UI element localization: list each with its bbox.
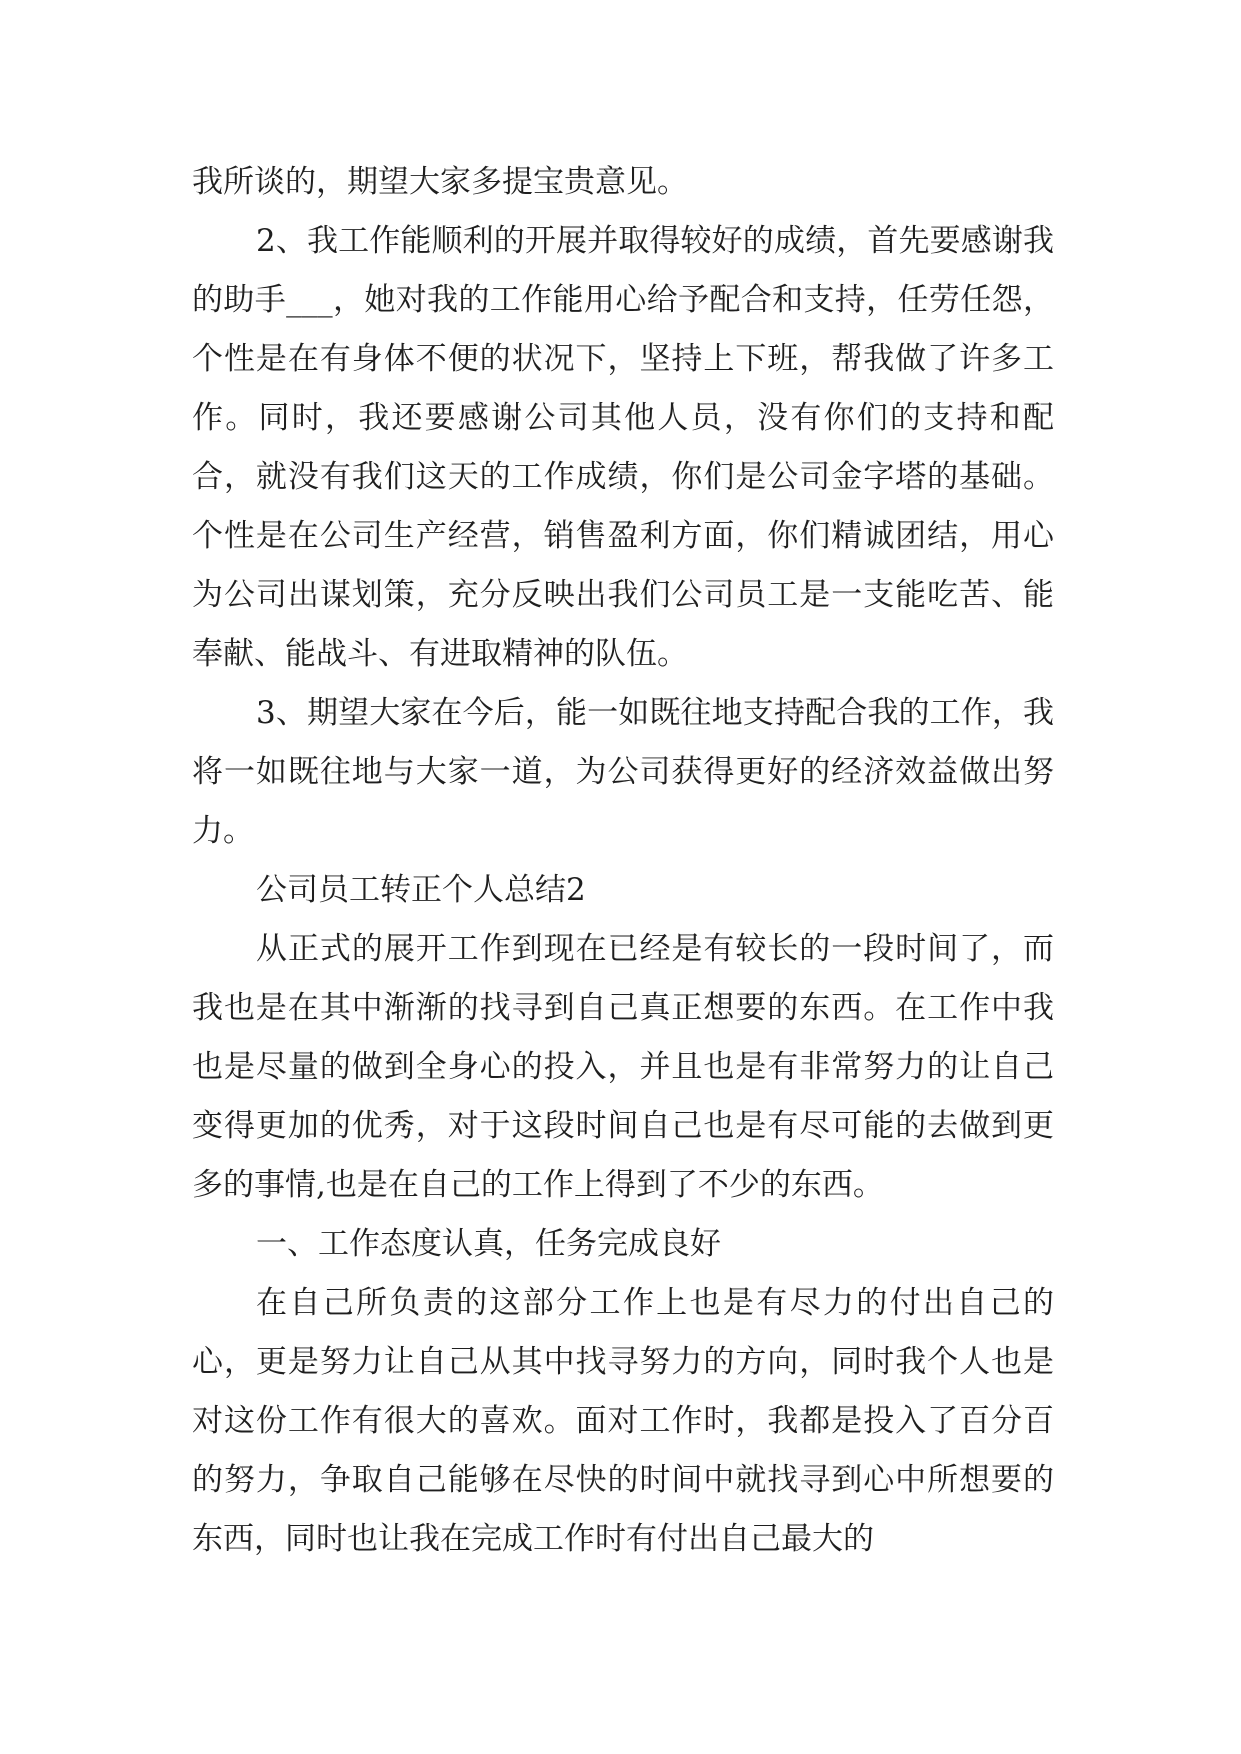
section-heading: 公司员工转正个人总结2 (256, 872, 586, 908)
paragraph-expectation: 3、期望大家在今后，能一如既往地支持配合我的工作，我将一如既往地与大家一道，为公司获得更好的经济效益做出努力。 (192, 695, 1054, 849)
subsection-heading: 一、工作态度认真，任务完成良好 (256, 1226, 721, 1262)
paragraph-thanks: 2、我工作能顺利的开展并取得较好的成绩，首先要感谢我的助手___，她对我的工作能用心给予配合和支持，任劳任怨，个性是在有身体不便的状况下，坚持上下班，帮我做了许多工作。同时，我还要感谢公司其他人员，没有你们的支持和配合，就没有我们这天的工作成绩，你们是公司金字塔的基础。个性是在公司生产经营，销售盈利方面，你们精诚团结，用心为公司出谋划策，充分反映出我们公司员工是一支能吃苦、能奉献、能战斗、有进取精神的队伍。 (192, 223, 1054, 672)
paragraph-intro: 从正式的展开工作到现在已经是有较长的一段时间了，而我也是在其中渐渐的找寻到自己真正想要的东西。在工作中我也是尽量的做到全身心的投入，并且也是有非常努力的让自己变得更加的优秀，对于这段时间自己也是有尽可能的去做到更多的事情,也是在自己的工作上得到了不少的东西。 (192, 931, 1054, 1203)
document-body (192, 153, 1054, 1569)
paragraph-work-attitude: 在自己所负责的这部分工作上也是有尽力的付出自己的心，更是努力让自己从其中找寻努力的方向，同时我个人也是对这份工作有很大的喜欢。面对工作时，我都是投入了百分百的努力，争取自己能够在尽快的时间中就找寻到心中所想要的东西，同时也让我在完成工作时有付出自己最大的 (192, 1285, 1054, 1557)
paragraph-closing-remark: 我所谈的，期望大家多提宝贵意见。 (192, 164, 688, 200)
